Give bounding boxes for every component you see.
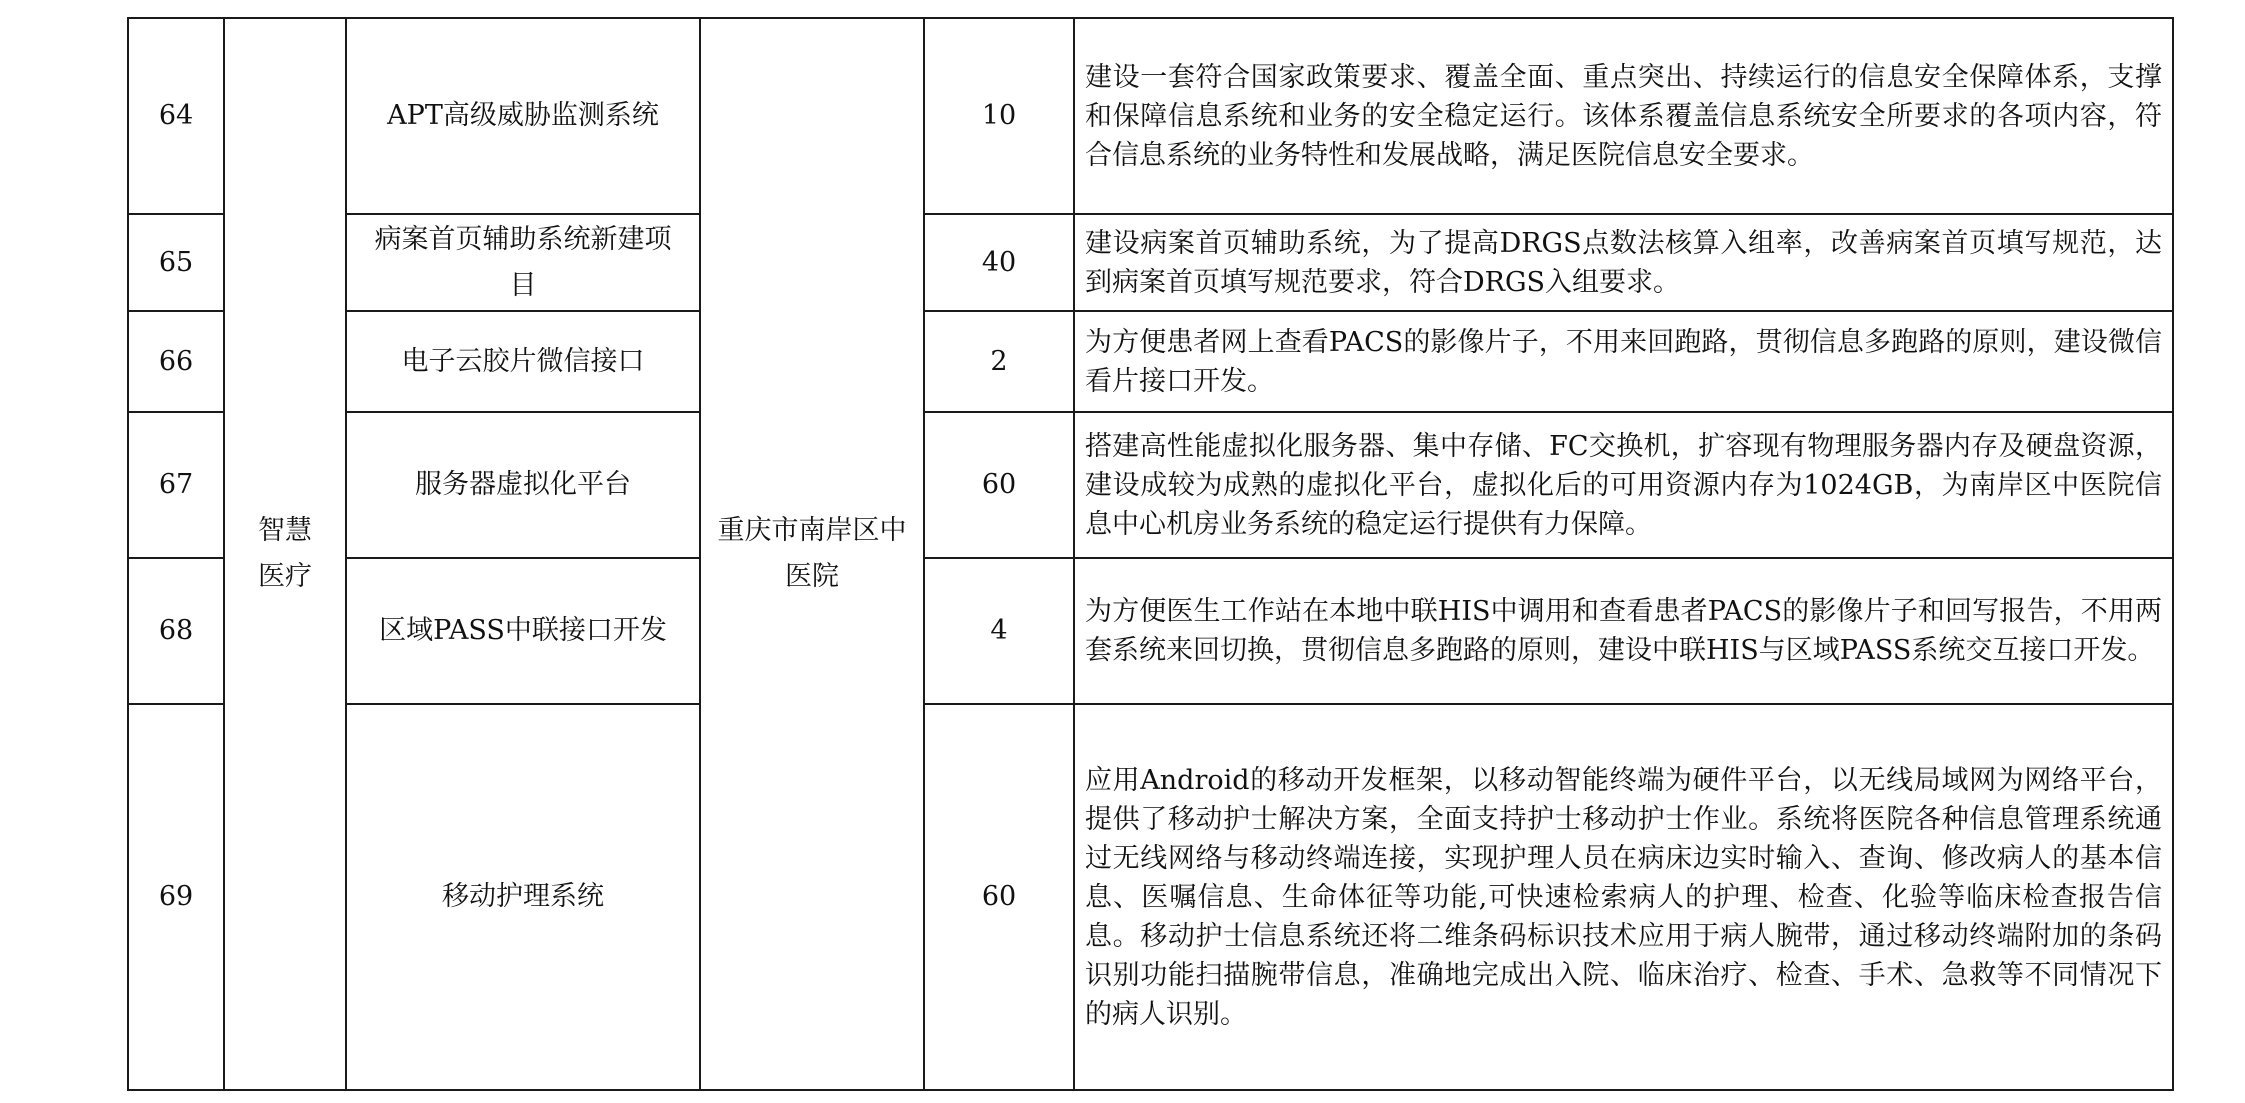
project-amount: 60 [924, 704, 1074, 1090]
category-label: 智慧医疗 [257, 515, 312, 592]
organization-label: 重庆市南岸区中医院 [717, 515, 907, 592]
table-row [128, 412, 2173, 558]
project-name: 病案首页辅助系统新建项目 [346, 214, 700, 311]
project-description: 为方便医生工作站在本地中联HIS中调用和查看患者PACS的影像片子和回写报告，不用两套系统来回切换，贯彻信息多跑路的原则，建设中联HIS与区域PASS系统交互接口开发。 [1074, 558, 2173, 704]
project-amount: 60 [924, 412, 1074, 558]
project-name: 服务器虚拟化平台 [346, 412, 700, 558]
category-cell [224, 18, 346, 1090]
project-name: 电子云胶片微信接口 [346, 311, 700, 412]
table-row [128, 18, 2173, 214]
row-number: 65 [128, 214, 224, 311]
project-description: 搭建高性能虚拟化服务器、集中存储、FC交换机，扩容现有物理服务器内存及硬盘资源，建设成较为成熟的虚拟化平台，虚拟化后的可用资源内存为1024GB，为南岸区中医院信息中心机房业务系统的稳定运行提供有力保障。 [1074, 412, 2173, 558]
row-number: 67 [128, 412, 224, 558]
project-name: 区域PASS中联接口开发 [346, 558, 700, 704]
project-name: 移动护理系统 [346, 704, 700, 1090]
row-number: 69 [128, 704, 224, 1090]
project-description: 建设一套符合国家政策要求、覆盖全面、重点突出、持续运行的信息安全保障体系，支撑和保障信息系统和业务的安全稳定运行。该体系覆盖信息系统安全所要求的各项内容，符合信息系统的业务特性和发展战略，满足医院信息安全要求。 [1074, 18, 2173, 214]
project-amount: 2 [924, 311, 1074, 412]
project-description: 应用Android的移动开发框架，以移动智能终端为硬件平台，以无线局域网为网络平台，提供了移动护士解决方案，全面支持护士移动护士作业。系统将医院各种信息管理系统通过无线网络与移动终端连接，实现护理人员在病床边实时输入、查询、修改病人的基本信息、医嘱信息、生命体征等功能,可快速检索病人的护理、检查、化验等临床检查报告信息。移动护士信息系统还将二维条码标识技术应用于病人腕带，通过移动终端附加的条码识别功能扫描腕带信息，准确地完成出入院、临床治疗、检查、手术、急救等不同情况下的病人识别。 [1074, 704, 2173, 1090]
table-row [128, 558, 2173, 704]
project-description: 建设病案首页辅助系统，为了提高DRGS点数法核算入组率，改善病案首页填写规范，达到病案首页填写规范要求，符合DRGS入组要求。 [1074, 214, 2173, 311]
table-row [128, 311, 2173, 412]
table-row [128, 704, 2173, 1090]
row-number: 66 [128, 311, 224, 412]
table-row [128, 214, 2173, 311]
project-table [127, 17, 2174, 1091]
row-number: 64 [128, 18, 224, 214]
organization-cell [700, 18, 924, 1090]
project-description: 为方便患者网上查看PACS的影像片子，不用来回跑路，贯彻信息多跑路的原则，建设微信看片接口开发。 [1074, 311, 2173, 412]
project-amount: 10 [924, 18, 1074, 214]
row-number: 68 [128, 558, 224, 704]
project-amount: 4 [924, 558, 1074, 704]
project-amount: 40 [924, 214, 1074, 311]
project-name: APT高级威胁监测系统 [346, 18, 700, 214]
